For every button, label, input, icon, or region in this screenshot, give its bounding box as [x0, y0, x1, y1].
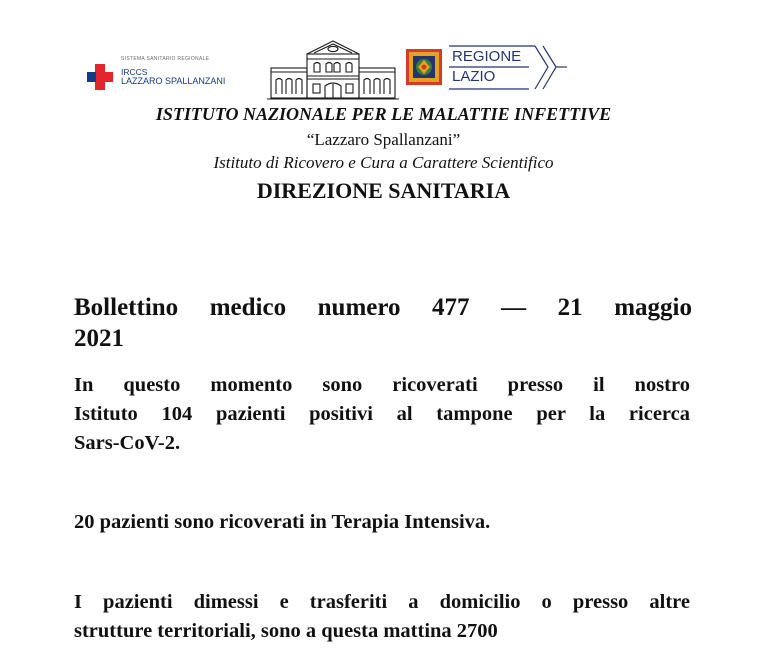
red-cross-icon: [86, 63, 114, 91]
logo-strip: [0, 36, 767, 104]
bulletin-title: [74, 292, 692, 354]
paragraph-hospitalized: [74, 371, 690, 458]
institute-name: ISTITUTO NAZIONALE PER LE MALATTIE INFETTIVE: [155, 104, 612, 124]
logo-spallanzani-text: LAZZARO SPALLANZANI: [121, 76, 226, 86]
logo-irccs-text: IRCCS: [121, 67, 148, 77]
paragraph-discharged: [74, 588, 690, 646]
paragraph-line: Sars-CoV-2.: [74, 432, 181, 454]
institute-subtitle: Istituto di Ricovero e Cura a Carattere Scientifico: [213, 153, 554, 172]
institute-subname: “Lazzaro Spallanzani”: [306, 130, 461, 149]
institute-building-icon: [267, 38, 399, 100]
bulletin-title-line-2: 2021: [74, 325, 124, 352]
paragraph-line: I pazienti dimessi e trasferiti a domicilio o presso altre: [74, 591, 690, 613]
regione-lazio-logo: [449, 45, 567, 91]
paragraph-line: 20 pazienti sono ricoverati in Terapia Intensiva.: [74, 511, 491, 533]
lazio-word-regione: REGIONE: [452, 48, 522, 65]
paragraph-line: In questo momento sono ricoverati presso il nostro: [74, 374, 690, 396]
irccs-spallanzani-logo: [86, 52, 261, 88]
paragraph-line: Istituto 104 pazienti positivi al tampone per la ricerca: [74, 403, 690, 425]
paragraph-intensive-care: [74, 508, 690, 537]
logo-small-text: SISTEMA SANITARIO REGIONALE: [121, 56, 210, 62]
department-heading: DIREZIONE SANITARIA: [256, 178, 511, 203]
regione-lazio-emblem-icon: [405, 48, 443, 86]
paragraph-line: strutture territoriali, sono a questa mattina 2700: [74, 620, 498, 642]
bulletin-title-line-1: Bollettino medico numero 477 — 21 maggio: [74, 294, 692, 321]
lazio-word-lazio: LAZIO: [452, 68, 496, 85]
